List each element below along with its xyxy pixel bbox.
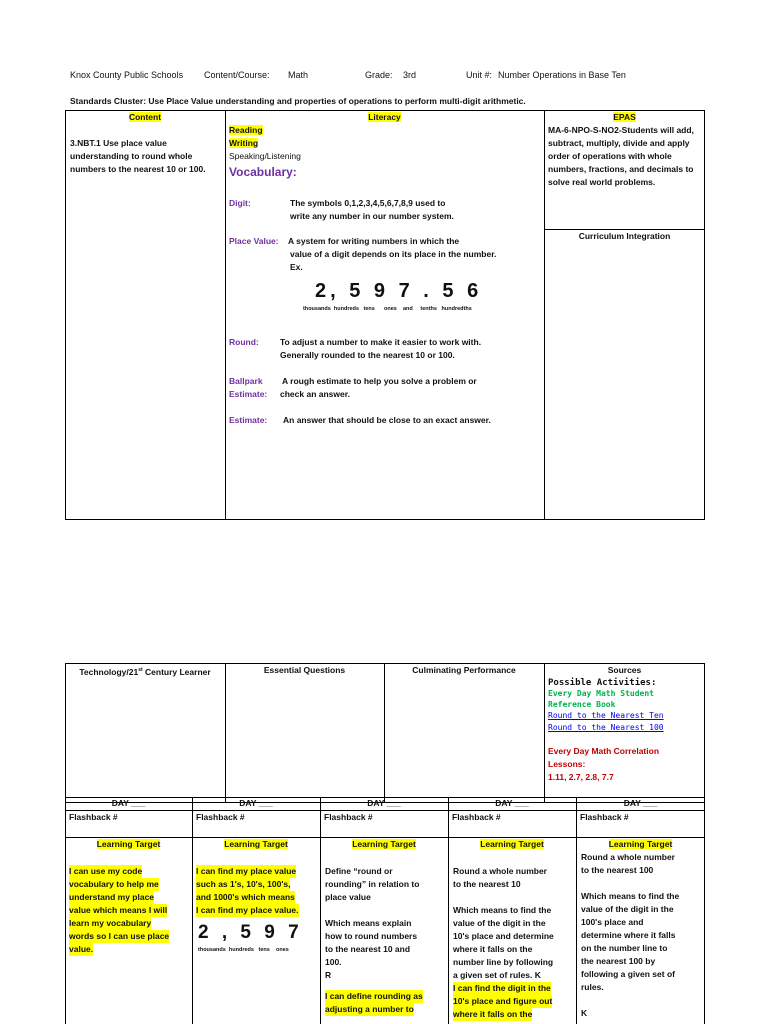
course-value: Math [288, 70, 309, 80]
day-1-learning-target: Learning Target [96, 839, 161, 849]
edm-reference-2: Reference Book [548, 700, 616, 709]
day-1-header: DAY ___ [111, 798, 146, 808]
round-term: Round: [229, 337, 259, 347]
vocab-title: Vocabulary: [229, 165, 297, 179]
edm-lessons: 1.11, 2.7, 2.8, 7.7 [548, 772, 614, 782]
col-header-content: Content [128, 112, 162, 122]
digit-def-1: The symbols 0,1,2,3,4,5,6,7,8,9 used to [290, 198, 446, 208]
day-4-flashback: Flashback # [452, 812, 501, 822]
ballpark-def-2: check an answer. [280, 389, 350, 399]
day-2-target-text: I can find my place value such as 1's, 10's, 100's, and 1000's which means I can find my place value. [196, 866, 299, 915]
content-standard: 3.NBT.1 Use place value understanding to round whole numbers to the nearest 10 or 100. [70, 138, 206, 174]
digit-def-2: write any number in our number system. [290, 211, 454, 221]
grade-label: Grade: [365, 70, 393, 80]
epas-text: MA-6-NPO-S-NO2-Students will add, subtract, multiply, divide and apply order of operations with whole numbers, fractions, and decimals to solve real world problems. [548, 125, 694, 187]
place-value-def-3: Ex. [290, 262, 303, 272]
day-5-flashback: Flashback # [580, 812, 629, 822]
day-3-learning-target: Learning Target [352, 839, 416, 849]
unit-label: Unit #: [466, 70, 493, 80]
org-name: Knox County Public Schools [70, 70, 184, 80]
ballpark-term-2: Estimate: [229, 389, 268, 399]
lit-reading: Reading [229, 125, 263, 135]
estimate-def: An answer that should be close to an exact answer. [283, 415, 491, 425]
edm-lessons-label: Lessons: [548, 759, 586, 769]
col-header-essential-questions: Essential Questions [263, 665, 346, 675]
day-2-example-number: 2 , 5 9 7 [198, 922, 303, 943]
day-5-learning-target: Learning Target [608, 839, 673, 849]
col-header-sources: Sources [607, 665, 642, 675]
day-2-place-labels: thousands hundreds tens ones [198, 947, 289, 953]
round-def-1: To adjust a number to make it easier to work with. [280, 337, 482, 347]
col-header-epas: EPAS [613, 112, 636, 122]
edm-reference-1: Every Day Math Student [548, 689, 654, 698]
day-3-header: DAY ___ [367, 798, 401, 808]
col-header-culminating: Culminating Performance [412, 665, 516, 675]
digit-term: Digit: [229, 198, 251, 208]
place-value-term: Place Value: [229, 236, 279, 246]
day-5-target-text: Round a whole number to the nearest 100 Which means to find the value of the digit in the 100's place and determine where it falls on the number line to the nearest 100 by following a given set of rules. K [581, 852, 680, 1018]
day-5-header: DAY ___ [623, 798, 658, 808]
ballpark-term-1: Ballpark [229, 376, 263, 386]
estimate-term: Estimate: [229, 415, 268, 425]
place-value-example-number: 2, 5 9 7 . 5 6 [315, 280, 483, 302]
day-3-target-text: Define “round or rounding” in relation to place value Which means explain how to round numbers to the nearest 10 and 100. R I can define rounding as adjusting a number to [325, 866, 423, 1014]
lit-speaking: Speaking/Listening [229, 151, 301, 161]
grade-value: 3rd [403, 70, 417, 80]
day-3-flashback: Flashback # [324, 812, 373, 822]
edm-correlation: Every Day Math Correlation [548, 746, 660, 756]
day-2-learning-target: Learning Target [224, 839, 288, 849]
unit-value: Number Operations in Base Ten [498, 70, 626, 80]
day-1-target-text: I can use my code vocabulary to help me understand my place value which means I will learn my vocabulary words so I can use place value. [69, 866, 170, 954]
curriculum-integration: Curriculum Integration [578, 231, 671, 241]
link-round-nearest-100[interactable]: Round to the Nearest 100 [548, 723, 664, 732]
possible-activities: Possible Activities: [548, 678, 657, 688]
link-round-nearest-ten[interactable]: Round to the Nearest Ten [548, 711, 664, 720]
course-label: Content/Course: [204, 70, 270, 80]
place-value-def-1: A system for writing numbers in which the [288, 236, 460, 246]
standards-cluster: Standards Cluster: Use Place Value understanding and properties of operations to perform multi-digit arithmetic. [70, 96, 526, 106]
day-4-header: DAY ___ [495, 798, 529, 808]
place-value-labels: thousands hundreds tens ones and tenths hundredths [303, 306, 472, 312]
lit-writing: Writing [229, 138, 259, 148]
day-1-flashback: Flashback # [69, 812, 118, 822]
col-header-technology: Technology/21st Century Learner [79, 666, 211, 677]
place-value-def-2: value of a digit depends on its place in the number. [290, 249, 497, 259]
day-2-flashback: Flashback # [196, 812, 245, 822]
round-def-2: Generally rounded to the nearest 10 or 100. [280, 350, 455, 360]
day-2-header: DAY ___ [239, 798, 273, 808]
day-4-learning-target: Learning Target [480, 839, 544, 849]
ballpark-def-1: A rough estimate to help you solve a problem or [282, 376, 477, 386]
document-header [70, 70, 690, 82]
day-4-target-text: Round a whole number to the nearest 10 Which means to find the value of the digit in the 10's place and determine where it falls on the number line by following a given set of rules. K I can find the digit in the 10's place and figure out where it falls on the [453, 866, 554, 1019]
col-header-literacy: Literacy [368, 112, 401, 122]
